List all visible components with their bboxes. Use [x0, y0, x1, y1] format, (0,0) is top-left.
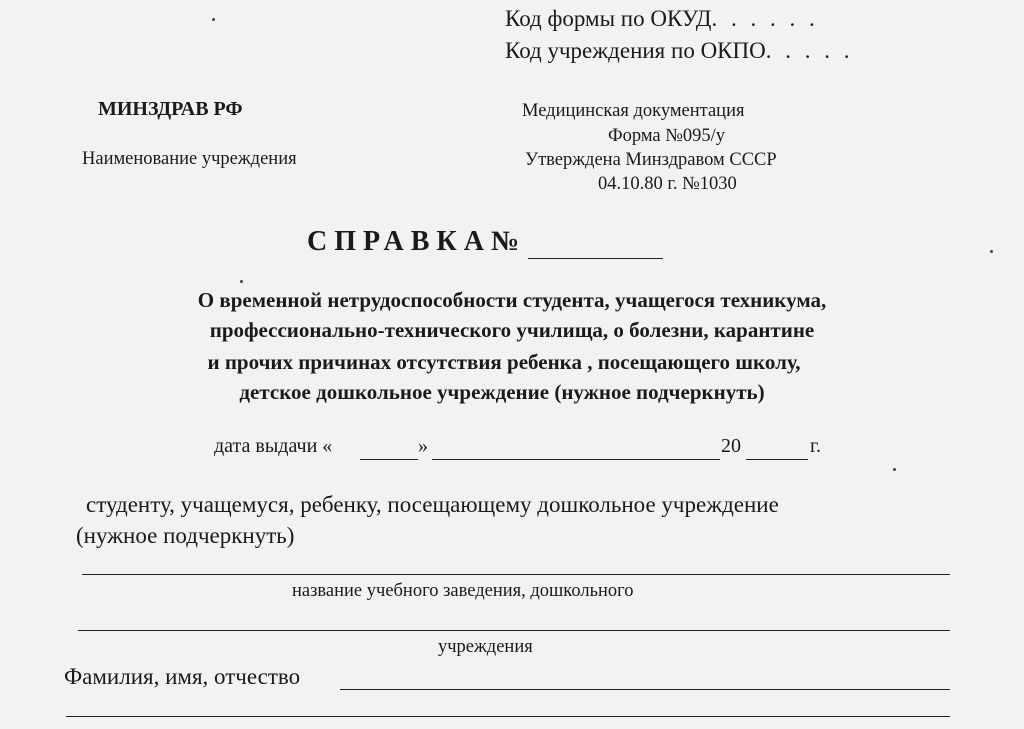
okpo-code-row [505, 38, 854, 64]
issue-year-suffix: г. [810, 435, 821, 457]
fio-label: Фамилия, имя, отчество [64, 664, 301, 689]
form-number: Форма №095/у [608, 126, 726, 146]
approval-label: Утверждена Минздравом СССР [525, 150, 777, 170]
approval-date: 04.10.80 г. №1030 [598, 174, 737, 194]
certificate-number-line[interactable] [528, 258, 663, 259]
issue-year-line[interactable] [746, 459, 808, 460]
subtitle-line-3: и прочих причинах отсутствия ребенка , посещающего школу, [207, 350, 801, 374]
issue-year-prefix: 20 [721, 435, 741, 457]
issue-date-close-quote: » [418, 435, 428, 457]
fio-line[interactable] [340, 689, 950, 690]
issue-month-line[interactable] [432, 459, 720, 460]
okpo-dots: . . . . . [765, 38, 854, 63]
school-caption-2: учреждения [438, 637, 533, 657]
institution-label: Наименование учреждения [82, 149, 297, 169]
subtitle-line-2: профессионально-технического училища, о болезни, карантине [209, 318, 815, 342]
okud-dots: . . . . . . [711, 6, 819, 31]
issue-day-line[interactable] [360, 459, 418, 460]
okud-label: Код формы по ОКУД [505, 6, 712, 31]
school-caption-1: название учебного заведения, дошкольного [292, 581, 634, 601]
recipient-line-2: (нужное подчеркнуть) [76, 523, 295, 548]
school-name-line-2[interactable] [78, 630, 950, 631]
recipient-line-1: студенту, учащемуся, ребенку, посещающему дошкольное учреждение [86, 492, 779, 517]
okud-code-row [505, 6, 819, 32]
document-title: СПРАВКА№ [307, 226, 527, 257]
scan-speck [240, 280, 243, 283]
scan-speck [990, 250, 993, 253]
scan-speck [212, 18, 215, 21]
issue-date-label: дата выдачи « [214, 435, 333, 457]
subtitle-line-1: О временной нетрудоспособности студента, учащегося техникума, [197, 288, 827, 312]
okpo-label: Код учреждения по ОКПО [505, 38, 766, 63]
med-doc-label: Медицинская документация [522, 101, 745, 121]
subtitle-line-4: детское дошкольное учреждение (нужное подчеркнуть) [239, 380, 765, 404]
fio-line-2[interactable] [66, 716, 950, 717]
school-name-line[interactable] [82, 574, 950, 575]
ministry-name: МИНЗДРАВ РФ [98, 98, 243, 120]
scan-speck [893, 468, 896, 471]
